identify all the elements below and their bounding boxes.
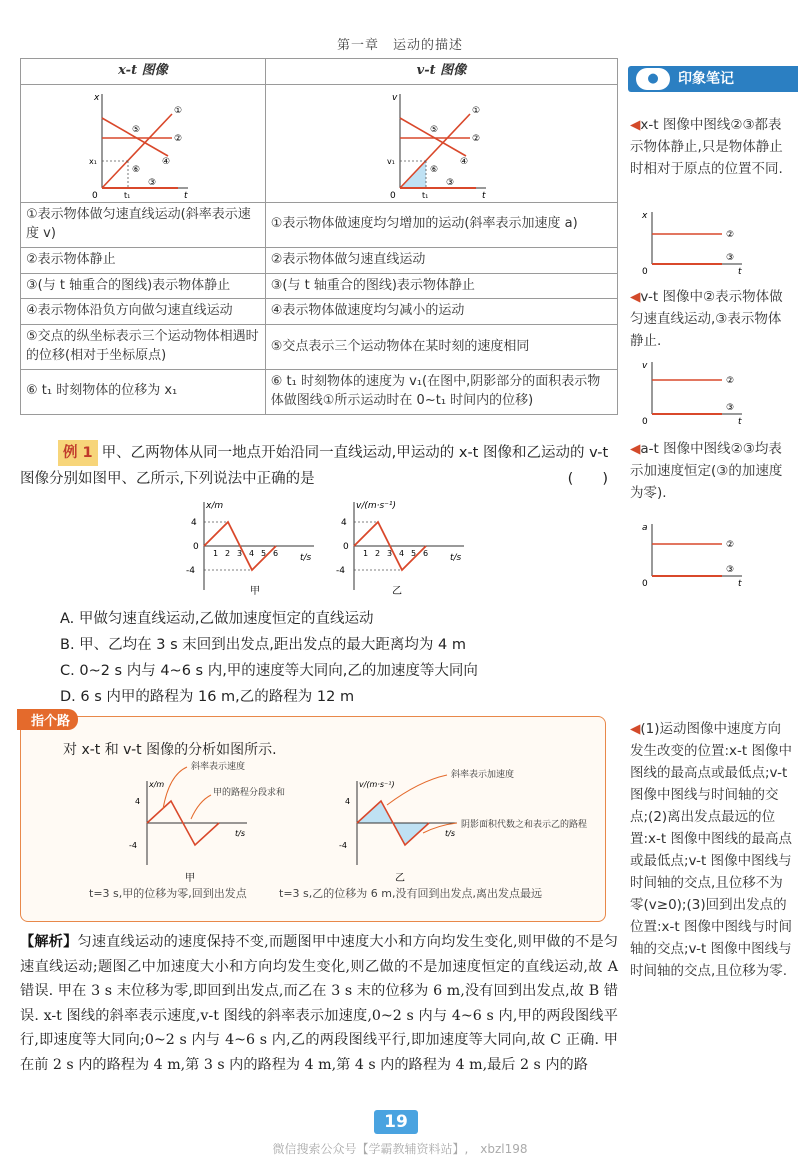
y-label: v: [642, 361, 648, 371]
jia-xtick-4: 4: [249, 549, 255, 558]
line-4: [102, 118, 168, 156]
hint-jia-ylabel: x/m: [149, 780, 165, 789]
yi-xtick-6: 6: [423, 549, 429, 558]
v1-label: v₁: [387, 156, 396, 166]
hint-box: [20, 716, 606, 922]
label-4: ④: [161, 156, 170, 167]
label-2: ②: [726, 540, 735, 550]
xt-graph: [88, 88, 198, 200]
label-3: ③: [726, 565, 735, 575]
label-2: ②: [472, 133, 481, 144]
answer-paren: ( ): [567, 471, 608, 487]
x-label: t: [738, 417, 742, 424]
hint-graph-jia: [129, 760, 285, 883]
label-2: ②: [173, 133, 182, 144]
hint-ann-b1: 斜率表示加速度: [451, 770, 515, 780]
side-graph-xt: [636, 208, 746, 274]
hint-ann-a1: 斜率表示速度: [191, 762, 246, 772]
row6-col1: ⑥ t₁ 时刻物体的位移为 x₁: [21, 369, 266, 414]
hint-jia-caption: 甲: [185, 873, 195, 883]
row1-col1: ①表示物体做匀速直线运动(斜率表示速度 v): [21, 203, 266, 248]
vt-graph-cell: [265, 85, 617, 203]
analysis-label: 【解析】: [20, 934, 78, 950]
example-question: [20, 440, 618, 492]
side-note-2: [630, 286, 794, 352]
row2-col1: ②表示物体静止: [21, 247, 266, 273]
example-question-text: 甲、乙两物体从同一地点开始沿同一直线运动,甲运动的 x-t 图像和乙运动的 v-t 图像分别如图甲、乙所示,下列说法中正确的是: [20, 445, 609, 487]
side-note-4: [630, 718, 794, 982]
x-label: t: [738, 579, 742, 586]
origin: 0: [642, 267, 648, 274]
label-2: ②: [726, 376, 735, 386]
label-3: ③: [147, 177, 156, 188]
triangle-marker-icon: ◀: [630, 117, 641, 133]
line-4: [400, 118, 466, 156]
graph-yi: [336, 501, 464, 597]
side-note-3: [630, 438, 794, 504]
hint-jia-ytick-neg4: -4: [129, 841, 137, 850]
notes-title: [628, 66, 798, 92]
hint-jia-xlabel: t/s: [235, 829, 245, 838]
jia-ylabel: x/m: [206, 501, 224, 511]
label-2: ②: [726, 230, 735, 240]
jia-caption: 甲: [250, 586, 260, 597]
analysis: [20, 930, 618, 1077]
yi-xlabel: t/s: [450, 553, 462, 563]
label-1: ①: [173, 105, 182, 116]
y-label: x: [93, 92, 100, 103]
arrow-icon: [387, 775, 447, 805]
yi-xtick-3: 3: [387, 549, 393, 558]
hint-ann-a2: 甲的路程分段求和: [213, 788, 286, 798]
side-note-1: [630, 114, 794, 180]
row1-col2: ①表示物体做速度均匀增加的运动(斜率表示加速度 a): [265, 203, 617, 248]
jia-xtick-3: 3: [237, 549, 243, 558]
yi-ytick-4: 4: [341, 518, 347, 528]
arrow-icon: [163, 767, 187, 809]
comparison-table: [20, 58, 618, 415]
page-number: 19: [374, 1110, 418, 1134]
arrow-icon: [191, 795, 211, 819]
x-label: t: [482, 190, 486, 200]
side-note-3-text: a-t 图像中图线②③均表示加速度恒定(③的加速度为零).: [630, 441, 783, 501]
label-3: ③: [726, 403, 735, 413]
t1-label: t₁: [123, 190, 131, 200]
origin: 0: [390, 190, 397, 200]
triangle-marker-icon: ◀: [630, 441, 641, 457]
yi-xtick-4: 4: [399, 549, 405, 558]
notes-title-text: 印象笔记: [678, 71, 734, 87]
yi-xtick-2: 2: [375, 549, 381, 558]
hint-ann-b2: 阴影面积代数之和表示乙的路程: [461, 820, 588, 830]
x-label: t: [183, 190, 188, 200]
vt-graph: [386, 88, 496, 200]
analysis-text: 匀速直线运动的速度保持不变,而题图甲中速度大小和方向均发生变化,则甲做的不是匀速直线运动;题图乙中加速度大小和方向均发生变化,则乙做的不是加速度恒定的直线运动,故 A 错误. 甲在 3 s 末位移为零,即回到出发点,而乙在 3 s 末的位移为 6 m,没有回到出发点,故 B 错误. x-t 图线的斜率表示速度,v-t 图线的斜率表示加速度,0~2 s 内与 4~6 s 内,甲的两段图线平行,即速度等大同向;0~2 s 内与 4~6 s 内,乙的两段图线平行,即加速度等大同向,故 C 正确. 甲在前 2 s 内的路程为 4 m,第 3 s 内的路程为 4 m,第 4 s 内的路程为 4 m,最后 2 s 内的路: [20, 934, 618, 1073]
yi-ylabel: v/(m·s⁻¹): [356, 501, 397, 511]
jia-ytick-0: 0: [193, 542, 199, 552]
side-note-4-text: (1)运动图像中速度方向发生改变的位置:x-t 图像中图线的最高点或最低点;v-t 图像中图线与时间轴的交点;(2)离出发点最远的位置:x-t 图像中图线的最高点或最低点;v-t 图像中图线与时间轴的交点,且位移不为零(v≥0);(3)回到出发点的位置:x-t 图像中图线与时间轴的交点;v-t 图像中图线与时间轴的交点,且位移为零.: [630, 721, 792, 979]
hint-yi-ylabel: v/(m·s⁻¹): [359, 780, 395, 789]
yi-xtick-1: 1: [363, 549, 369, 558]
example-badge: 例 1: [58, 440, 98, 466]
option-d: D. 6 s 内甲的路程为 16 m,乙的路程为 12 m: [60, 689, 355, 705]
jia-xlabel: t/s: [300, 553, 312, 563]
hint-caption-a: t=3 s,甲的位移为零,回到出发点: [89, 887, 247, 900]
side-graph-at: [636, 520, 746, 586]
side-graph-vt: [636, 358, 746, 424]
label-5: ⑤: [131, 124, 140, 135]
footer-watermark: 微信搜索公众号【学霸教辅资料站】, xbzl198: [272, 1142, 528, 1156]
col-title-xt: x-t 图像: [21, 59, 266, 85]
hint-graph-yi: [339, 768, 587, 883]
example-graphs: [186, 500, 486, 600]
jia-ytick-neg4: -4: [186, 566, 195, 576]
y-label: a: [642, 523, 648, 533]
jia-xtick-6: 6: [273, 549, 279, 558]
origin: 0: [642, 417, 648, 424]
x-label: t: [738, 267, 742, 274]
yi-caption: 乙: [392, 586, 402, 597]
options-list: [60, 606, 478, 710]
label-6: ⑥: [131, 164, 140, 175]
chapter-header: 第一章 运动的描述: [336, 38, 463, 53]
hint-yi-ytick-4: 4: [345, 797, 351, 806]
label-3: ③: [726, 253, 735, 263]
origin: 0: [642, 579, 648, 586]
hint-caption-b: t=3 s,乙的位移为 6 m,没有回到出发点,离出发点最远: [279, 887, 542, 900]
y-label: x: [642, 211, 648, 221]
option-a: A. 甲做匀速直线运动,乙做加速度恒定的直线运动: [60, 611, 374, 627]
t1-label: t₁: [422, 190, 429, 200]
jia-xtick-1: 1: [213, 549, 219, 558]
label-5: ⑤: [430, 124, 439, 135]
label-4: ④: [460, 156, 469, 167]
jia-ytick-4: 4: [191, 518, 197, 528]
xt-graph-cell: [21, 85, 266, 203]
triangle-marker-icon: ◀: [630, 721, 641, 737]
jia-xtick-5: 5: [261, 549, 267, 558]
hint-yi-caption: 乙: [395, 873, 405, 883]
origin: 0: [91, 190, 98, 200]
row2-col2: ②表示物体做匀速直线运动: [265, 247, 617, 273]
side-note-2-text: v-t 图像中②表示物体做匀速直线运动,③表示物体静止.: [630, 289, 783, 349]
hint-tag: 指个路: [17, 709, 78, 730]
hint-yi-xlabel: t/s: [445, 829, 455, 838]
row4-col2: ④表示物体做速度均匀减小的运动: [265, 299, 617, 325]
yi-ytick-0: 0: [343, 542, 349, 552]
row4-col1: ④表示物体沿负方向做匀速直线运动: [21, 299, 266, 325]
graph-jia: [186, 501, 314, 597]
row3-col1: ③(与 t 轴重合的图线)表示物体静止: [21, 273, 266, 299]
row5-col2: ⑤交点表示三个运动物体在某时刻的速度相同: [265, 325, 617, 370]
hint-jia-ytick-4: 4: [135, 797, 141, 806]
label-6: ⑥: [430, 164, 439, 175]
triangle-marker-icon: ◀: [630, 289, 641, 305]
row5-col1: ⑤交点的纵坐标表示三个运动物体相遇时的位移(相对于坐标原点): [21, 325, 266, 370]
col-title-vt: v-t 图像: [265, 59, 617, 85]
y-label: v: [392, 92, 398, 103]
hint-graphs: [101, 759, 601, 883]
hint-yi-ytick-neg4: -4: [339, 841, 347, 850]
yi-ytick-neg4: -4: [336, 566, 345, 576]
elephant-icon: ●: [636, 68, 670, 90]
label-1: ①: [472, 105, 481, 116]
label-3: ③: [446, 177, 455, 188]
hint-intro: 对 x-t 和 v-t 图像的分析如图所示.: [63, 742, 277, 758]
row6-col2: ⑥ t₁ 时刻物体的速度为 v₁(在图中,阴影部分的面积表示物体做图线①所示运动时在 0~t₁ 时间内的位移): [265, 369, 617, 414]
side-note-1-text: x-t 图像中图线②③都表示物体静止,只是物体静止时相对于原点的位置不同.: [630, 117, 783, 177]
jia-xtick-2: 2: [225, 549, 231, 558]
option-c: C. 0~2 s 内与 4~6 s 内,甲的速度等大同向,乙的加速度等大同向: [60, 663, 478, 679]
yi-xtick-5: 5: [411, 549, 417, 558]
option-b: B. 甲、乙均在 3 s 末回到出发点,距出发点的最大距离均为 4 m: [60, 637, 466, 653]
row3-col2: ③(与 t 轴重合的图线)表示物体静止: [265, 273, 617, 299]
x1-label: x₁: [88, 156, 97, 166]
